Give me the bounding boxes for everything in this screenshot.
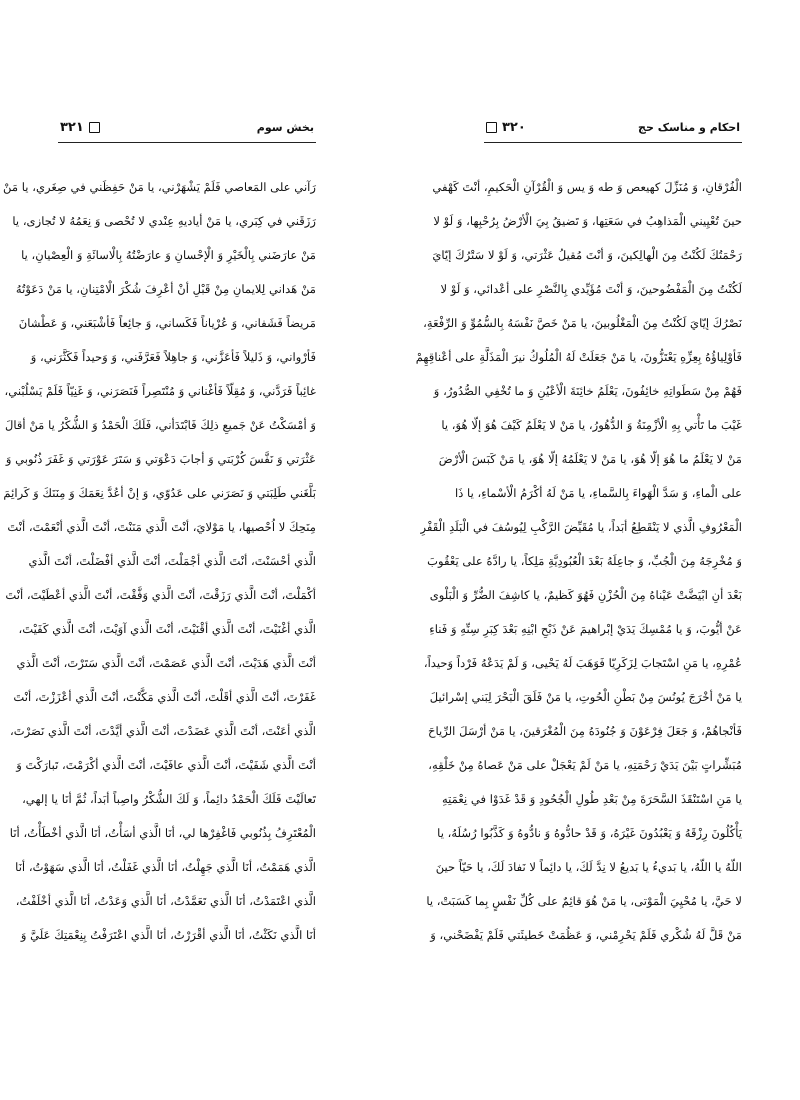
text-line: لا حَيَّ، يا مُحْيِيَ الْمَوْتى، يا مَنْ هُوَ قائِمٌ على كُلِّ نَفْسٍ بِما كَسَبَتْ، يا	[426, 894, 742, 908]
text-line: لَكُنْتُ مِنَ الْمَفْضُوحينَ، وَ أنْتَ مُؤَيِّدي بِالنَّصْرِ على أعْدائي، وَ لَوْ لا	[440, 282, 742, 296]
text-line: الَّذي اعْتَمَدْتُ، أنَا الَّذي تَعَمَّدْتُ، أنَا الَّذي وَعَدْتُ، أنَا الَّذي أخْلَفْتُ،	[15, 894, 316, 908]
text-line: أنْتَ الَّذي هَدَيْتَ، أنْتَ الَّذي عَصَمْتَ، أنْتَ الَّذي سَتَرْتَ، أنْتَ الَّذي	[16, 656, 316, 670]
page-body	[415, 170, 742, 952]
text-line: أنْتَ الَّذي شَفَيْتَ، أنْتَ الَّذي عافَيْتَ، أنْتَ الَّذي أكْرَمْتَ، تَبارَكْتَ وَ	[16, 758, 316, 772]
text-line: غائِباً فَرَدَّني، وَ مُقِلّاً فَأغْناني وَ مُنْتَصِراً فَنَصَرَني، وَ غَنِيّاً فَلَمْ يَسْلُبْني،	[4, 384, 316, 398]
text-line: الْمَعْرُوفِ الَّذي لا يَنْقَطِعُ أبَداً، يا مُقَيِّضَ الرَّكْبِ لِيُوسُفَ في الْبَلَدِ الْقَفْرِ	[420, 520, 742, 534]
text-line: اللّهُ يا اللّهُ، يا بَديءُ يا بَديعُ لا نِدَّ لَكَ، يا دائِماً لا نَفادَ لَكَ، يا حَيّاً حينَ	[435, 860, 742, 874]
text-line: مَنْ قَلَّ لَهُ شُكْري فَلَمْ يَحْرِمْني، وَ عَظُمَتْ خَطيئَتي فَلَمْ يَفْضَحْني، وَ	[430, 928, 742, 942]
page-number-group	[60, 120, 100, 135]
text-line: مَنْ عارَضَني بِالْخَيْرِ وَ الْإحْسانِ وَ عارَضْتُهُ بِالْاسائَةِ وَ الْعِصْيانِ، يا	[21, 248, 316, 262]
text-line: حينَ تُعْيِيني الْمَذاهِبُ في سَعَتِها، وَ تَضيقُ بِيَ الْأرْضُ بِرُحْبِها، وَ لَوْ لا	[433, 214, 742, 228]
text-line: غَيْبَ ما تَأْتي بِهِ الْأزْمِنَةُ وَ الدُّهُورُ، يا مَنْ لا يَعْلَمُ كَيْفَ هُوَ إلّا هُوَ، يا	[441, 418, 742, 432]
text-line: فَأرْواني، وَ ذَليلاً فَأعَزَّني، وَ جاهِلاً فَعَرَّفَني، وَ وَحيداً فَكَثَّرَني، وَ	[30, 350, 316, 364]
page-number: ۳۲۱	[60, 120, 84, 135]
text-line: فَأوْلِياؤُهُ بِعِزِّهِ يَعْتَزُّونَ، يا مَنْ جَعَلَتْ لَهُ الْمُلُوكُ نيرَ الْمَذَلَّةِ على أعْناقِهِمْ	[415, 350, 742, 364]
page-right	[415, 118, 742, 998]
running-title: بخش سوم	[256, 121, 314, 134]
text-line: غَفَرْتَ، أنْتَ الَّذي أقَلْتَ، أنْتَ الَّذي مَكَّنْتَ، أنْتَ الَّذي أعْزَزْتَ، أنْتَ	[13, 690, 316, 704]
text-line: أنَا الَّذي نَكَثْتُ، أنَا الَّذي أقْرَرْتُ، أنَا الَّذي اعْتَرَفْتُ بِنِعْمَتِكَ عَلَيَّ وَ	[20, 928, 316, 942]
text-line: الَّذي هَمَمْتُ، أنَا الَّذي جَهِلْتُ، أنَا الَّذي غَفَلْتُ، أنَا الَّذي سَهَوْتُ، أنَا	[15, 860, 316, 874]
page-number: ۳۲۰	[502, 120, 526, 135]
page-header	[58, 118, 316, 143]
text-line: عَنْ أيُّوبَ، وَ يا مُمْسِكَ يَدَيْ إبْراهيمَ عَنْ ذَبْحِ ابْنِهِ بَعْدَ كِبَرِ سِنِّهِ وَ فَناءِ	[429, 622, 742, 636]
text-line: الَّذي أحْسَنْتَ، أنْتَ الَّذي أجْمَلْتَ، أنْتَ الَّذي أفْضَلْتَ، أنْتَ الَّذي	[28, 554, 316, 568]
text-line: فَهُمْ مِنْ سَطَواتِهِ خائِفُونَ، يَعْلَمُ خائِنَةَ الْأعْيُنِ وَ ما تُخْفِي الصُّدُورُ، وَ	[433, 384, 742, 398]
text-line: يا مَنِ اسْتَنْقَذَ السَّحَرَةَ مِنْ بَعْدِ طُولِ الْجُحُودِ وَ قَدْ غَدَوْا في نِعْمَتِهِ	[441, 792, 742, 806]
text-line: يا مَنْ أخْرَجَ يُونُسَ مِنْ بَطْنِ الْحُوتِ، يا مَنْ فَلَقَ الْبَحْرَ لِبَني إسْرائيلَ	[429, 690, 742, 704]
text-line: نَصْرُكَ إيّايَ لَكُنْتُ مِنَ الْمَغْلُوبينَ، يا مَنْ خَصَّ نَفْسَهُ بِالسُّمُوِّ وَ الرِّفْعَةِ،	[423, 316, 742, 330]
page-number-group	[486, 120, 526, 135]
square-ornament-icon	[486, 122, 497, 133]
text-line: عَثْرَتي وَ نَفَّسَ كُرْبَتي وَ أجابَ دَعْوَتي وَ سَتَرَ عَوْرَتي وَ غَفَرَ ذُنُوبي وَ	[5, 452, 316, 466]
text-line: مَريضاً فَشَفاني، وَ عُرْياناً فَكَساني، وَ جائِعاً فَأشْبَعَني، وَ عَطْشانَ	[18, 316, 316, 330]
text-line: عُمْرِهِ، يا مَنِ اسْتَجابَ لِزَكَرِيّا فَوَهَبَ لَهُ يَحْيى، وَ لَمْ يَدَعْهُ فَرْداً وَحيداً،	[423, 656, 742, 670]
text-line: مُبَشِّراتٍ بَيْنَ يَدَيْ رَحْمَتِهِ، يا مَنْ لَمْ يَعْجَلْ على مَنْ عَصاهُ مِنْ خَلْقِهِ،	[428, 758, 742, 772]
page-left	[3, 118, 316, 998]
running-title: احکام و مناسک حج	[638, 121, 740, 134]
text-line: مَنْ هَداني لِلايمانِ مِنْ قَبْلِ أنْ أعْرِفَ شُكْرَ الْامْتِنانِ، يا مَنْ دَعَوْتُهُ	[15, 282, 316, 296]
text-line: بَعْدَ أنِ ابْيَضَّتْ عَيْناهُ مِنَ الْحُزْنِ فَهُوَ كَظيمٌ، يا كاشِفَ الضُّرِّ وَ الْبَلْوى	[429, 588, 742, 602]
text-line: فَأنْجاهُمْ، وَ جَعَلَ فِرْعَوْنَ وَ جُنُودَهُ مِنَ الْمُغْرَقينَ، يا مَنْ أرْسَلَ الرِّياحَ	[427, 724, 742, 738]
text-line: رَحْمَتُكَ لَكُنْتُ مِنَ الْهالِكينَ، وَ أنْتَ مُقيلُ عَثْرَتي، وَ لَوْ لا سَتْرُكَ إيّايَ	[432, 248, 742, 262]
text-line: وَ أمْسَكْتُ عَنْ جَميعِ ذلِكَ فَابْتَدَأني، فَلَكَ الْحَمْدُ وَ الشُّكْرُ يا مَنْ أقالَ	[4, 418, 316, 432]
text-line: بَلَّغَني طَلِبَتي وَ نَصَرَني على عَدُوّي، وَ إنْ أعُدَّ نِعَمَكَ وَ مِنَنَكَ وَ كَرائِمَ	[3, 486, 316, 500]
text-line: تَعالَيْتَ فَلَكَ الْحَمْدُ دائِماً، وَ لَكَ الشُّكْرُ واصِباً أبَداً، ثُمَّ أنَا يا إلهي،	[22, 792, 316, 806]
text-line: أكْمَلْتَ، أنْتَ الَّذي رَزَقْتَ، أنْتَ الَّذي وَفَّقْتَ، أنْتَ الَّذي أعْطَيْتَ، أنْتَ	[5, 588, 316, 602]
text-line: يَأْكُلُونَ رِزْقَهُ وَ يَعْبُدُونَ غَيْرَهُ، وَ قَدْ حادُّوهُ وَ نادُّوهُ وَ كَذَّبُوا رُسُلَهُ، يا	[437, 826, 742, 840]
page-header	[484, 118, 742, 143]
text-line: رَآني على المَعاصي فَلَمْ يَشْهَرْني، يا مَنْ حَفِظَني في صِغَري، يا مَنْ	[3, 180, 316, 194]
text-line: الَّذي أغْنَيْتَ، أنْتَ الَّذي أقْنَيْتَ، أنْتَ الَّذي آوَيْتَ، أنْتَ الَّذي كَفَيْتَ،	[18, 622, 316, 636]
text-line: مَنْ لا يَعْلَمُ ما هُوَ إلّا هُوَ، يا مَنْ لا يَعْلَمُهُ إلّا هُوَ، يا مَنْ كَبَسَ الْأرْضَ	[438, 452, 742, 466]
text-line: الْفُرْقانِ، وَ مُنَزِّلَ كهيعص وَ طه وَ يس وَ الْقُرْآنِ الْحَكيمِ، أنْتَ كَهْفي	[432, 180, 742, 194]
text-line: رَزَقَني في كِبَري، يا مَنْ أياديهِ عِنْدي لا تُحْصى وَ نِعَمُهُ لا تُجازى، يا	[12, 214, 316, 228]
text-line: وَ مُخْرِجَهُ مِنَ الْجُبِّ، وَ جاعِلَهُ بَعْدَ الْعُبُودِيَّةِ مَلِكاً، يا رادَّهُ على يَعْقُوبَ	[427, 554, 742, 568]
text-line: الْمُعْتَرِفُ بِذُنُوبي فَاغْفِرْها لي، أنَا الَّذي أسَأْتُ، أنَا الَّذي أخْطَأْتُ، أنَا	[9, 826, 316, 840]
text-line: الَّذي أعَنْتَ، أنْتَ الَّذي عَضَدْتَ، أنْتَ الَّذي أيَّدْتَ، أنْتَ الَّذي نَصَرْتَ،	[9, 724, 316, 738]
square-ornament-icon	[89, 122, 100, 133]
text-line: مِنَحِكَ لا اُحْصيها، يا مَوْلايَ، أنْتَ الَّذي مَنَنْتَ، أنْتَ الَّذي أنْعَمْتَ، أنْتَ	[7, 520, 316, 534]
page-body	[3, 170, 316, 952]
text-line: على الْماءِ، وَ سَدَّ الْهَواءَ بِالسَّماءِ، يا مَنْ لَهُ أكْرَمُ الْأسْماءِ، يا ذَا	[454, 486, 742, 500]
